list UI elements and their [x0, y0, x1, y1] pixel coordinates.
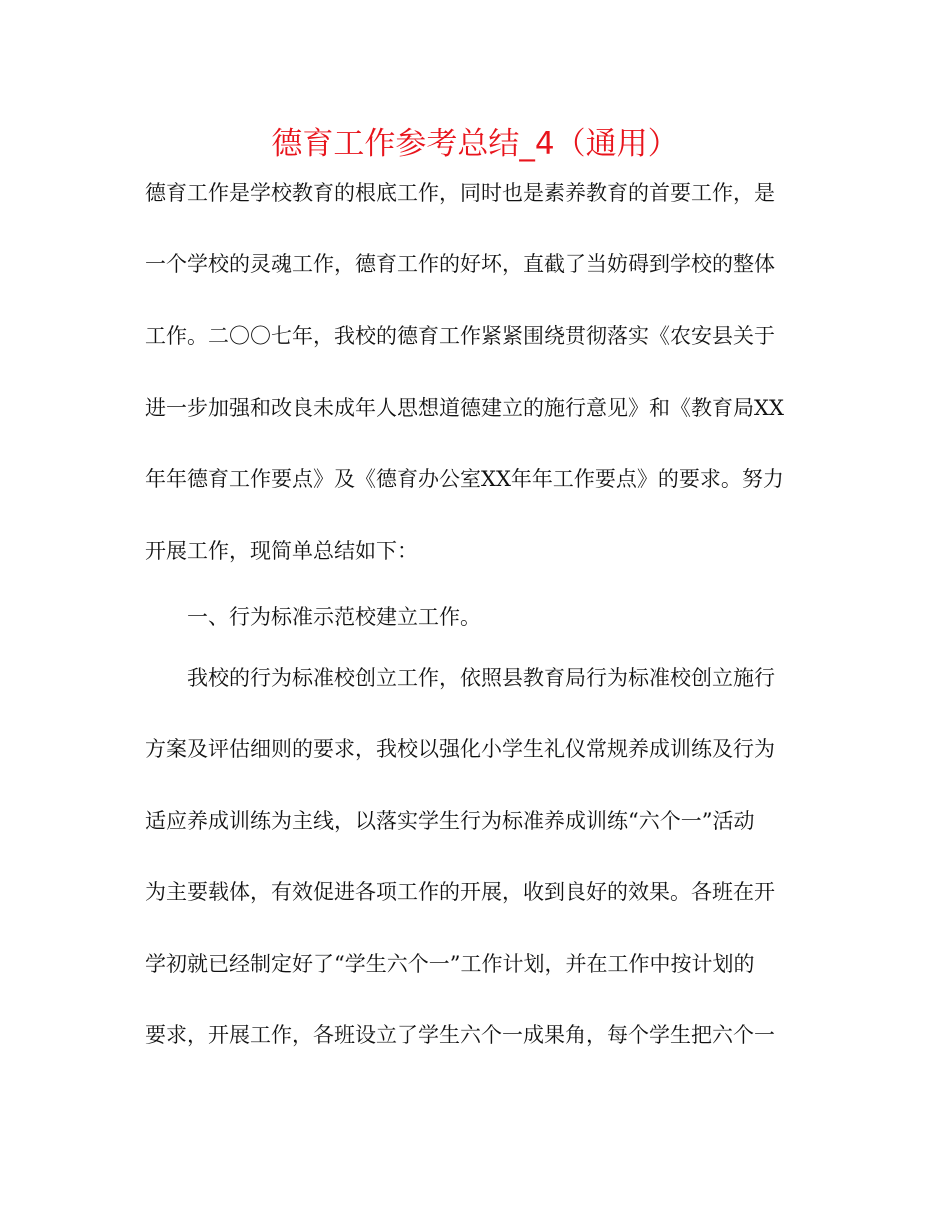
- paragraph-line-9: 方案及评估细则的要求，我校以强化小学生礼仪常规养成训练及行为: [145, 737, 775, 761]
- paragraph-line-6: 开展工作，现简单总结如下：: [145, 539, 418, 563]
- paragraph-line-2: 一个学校的灵魂工作，德育工作的好坏，直截了当妨碍到学校的整体: [145, 252, 775, 276]
- section-heading: 一、行为标准示范校建立工作。: [187, 605, 481, 629]
- paragraph-line-10: 适应养成训练为主线，以落实学生行为标准养成训练“六个一”活动: [145, 809, 755, 833]
- paragraph-line-11: 为主要载体，有效促进各项工作的开展，收到良好的效果。各班在开: [145, 880, 775, 904]
- paragraph-line-5: 年年德育工作要点》及《德育办公室XX年年工作要点》的要求。努力: [145, 467, 784, 491]
- paragraph-line-13: 要求，开展工作，各班设立了学生六个一成果角，每个学生把六个一: [145, 1023, 775, 1047]
- paragraph-line-8: 我校的行为标准校创立工作，依照县教育局行为标准校创立施行: [187, 666, 775, 690]
- paragraph-line-4: 进一步加强和改良未成年人思想道德建立的施行意见》和《教育局XX: [145, 396, 784, 420]
- paragraph-line-1: 德育工作是学校教育的根底工作，同时也是素养教育的首要工作，是: [145, 181, 775, 205]
- paragraph-line-3: 工作。二〇〇七年，我校的德育工作紧紧围绕贯彻落实《农安县关于: [145, 324, 775, 348]
- document-title: 德育工作参考总结_4（通用）: [271, 126, 679, 162]
- paragraph-line-12: 学初就已经制定好了“学生六个一”工作计划，并在工作中按计划的: [145, 952, 755, 976]
